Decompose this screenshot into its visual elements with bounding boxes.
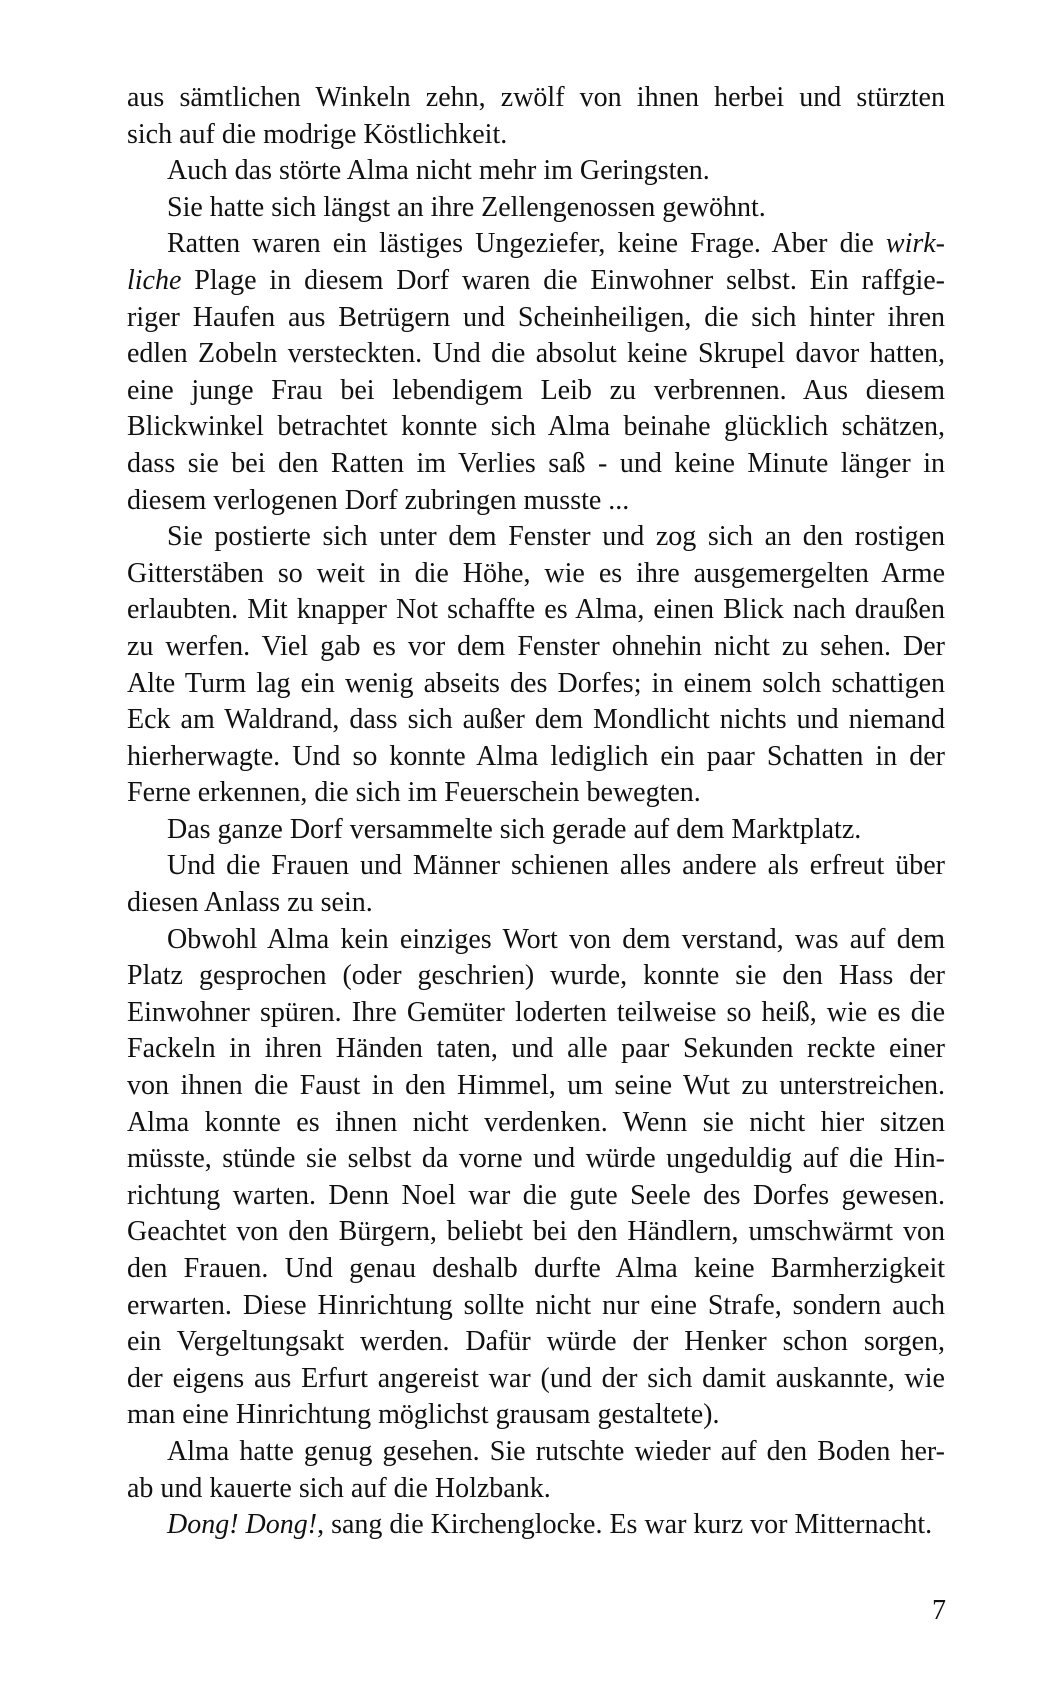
line-text: richtung warten. Denn Noel war die gute Seele des Dorfes gewesen. bbox=[127, 1179, 945, 1211]
line-text: Platz gesprochen (oder geschrien) wurde, konnte sie den Hass der bbox=[127, 960, 945, 992]
text-line bbox=[127, 300, 945, 337]
line-text: den Frauen. Und genau deshalb durfte Alma keine Barmherzigkeit bbox=[127, 1253, 945, 1284]
italic-text: Dong! Dong! bbox=[167, 1509, 318, 1541]
line-text: aus sämtlichen Winkeln zehn, zwölf von ihnen herbei und stürzten bbox=[127, 82, 945, 113]
line-text: hierherwagte. Und so konnte Alma lediglich ein paar Schatten in der bbox=[127, 740, 945, 772]
text-line bbox=[127, 775, 945, 812]
text-line bbox=[127, 995, 945, 1032]
text-line bbox=[127, 848, 945, 885]
line-text: Eck am Waldrand, dass sich außer dem Mondlicht nichts und niemand bbox=[127, 704, 945, 736]
line-text: Geachtet von den Bürgern, beliebt bei den Händlern, umschwärmt von bbox=[127, 1216, 945, 1248]
line-text: Und die Frauen und Männer schienen alles andere als erfreut über bbox=[167, 850, 945, 882]
line-text: Das ganze Dorf versammelte sich gerade auf dem Marktplatz. bbox=[167, 813, 862, 845]
line-text: edlen Zobeln versteckten. Und die absolut keine Skrupel davor hatten, bbox=[127, 338, 945, 370]
text-line bbox=[127, 556, 945, 593]
line-text: Plage in diesem Dorf waren die Einwohner selbst. Ein raffgie- bbox=[181, 264, 945, 296]
text-line bbox=[127, 702, 945, 739]
text-line bbox=[127, 1178, 945, 1215]
text-line bbox=[127, 483, 945, 520]
line-text: Sie postierte sich unter dem Fenster und zog sich an den rostigen bbox=[167, 521, 945, 553]
text-line bbox=[127, 519, 945, 556]
text-line bbox=[127, 1031, 945, 1068]
line-text: erwarten. Diese Hinrichtung sollte nicht nur eine Strafe, sondern auch bbox=[127, 1289, 945, 1321]
text-line bbox=[127, 1507, 945, 1544]
text-line bbox=[127, 190, 945, 227]
line-text: Ratten waren ein lästiges Ungeziefer, keine Frage. Aber die bbox=[167, 228, 886, 260]
text-line bbox=[127, 336, 945, 373]
text-line bbox=[127, 812, 945, 849]
text-line bbox=[127, 1324, 945, 1361]
line-text: zu werfen. Viel gab es vor dem Fenster ohnehin nicht zu sehen. Der bbox=[127, 630, 945, 662]
line-text: Fackeln in ihren Händen taten, und alle paar Sekunden reckte einer bbox=[127, 1033, 945, 1065]
text-line bbox=[127, 373, 945, 410]
line-text: , sang die Kirchenglocke. Es war kurz vor Mitternacht. bbox=[317, 1509, 933, 1541]
text-line bbox=[127, 1251, 945, 1288]
line-text: Auch das störte Alma nicht mehr im Geringsten. bbox=[167, 155, 710, 187]
page-number: 7 bbox=[932, 1595, 946, 1626]
text-line bbox=[127, 1214, 945, 1251]
page-body bbox=[127, 80, 945, 1544]
line-text: Sie hatte sich längst an ihre Zellengenossen gewöhnt. bbox=[167, 191, 766, 223]
text-line bbox=[127, 80, 945, 117]
text-line bbox=[127, 592, 945, 629]
text-line bbox=[127, 1434, 945, 1471]
line-text: Alma konnte es ihnen nicht verdenken. Wenn sie nicht hier sitzen bbox=[127, 1106, 945, 1138]
text-line bbox=[127, 117, 945, 154]
italic-text: liche bbox=[127, 264, 182, 296]
line-text: diesem verlogenen Dorf zubringen musste ... bbox=[127, 484, 630, 516]
line-text: Ferne erkennen, die sich im Feuerschein bewegten. bbox=[127, 777, 701, 809]
line-text: riger Haufen aus Betrügern und Scheinheiligen, die sich hinter ihren bbox=[127, 301, 945, 333]
line-text: eine junge Frau bei lebendigem Leib zu verbrennen. Aus diesem bbox=[127, 374, 945, 406]
line-text: müsste, stünde sie selbst da vorne und würde ungeduldig auf die Hin- bbox=[127, 1143, 945, 1175]
line-text: Gitterstäben so weit in die Höhe, wie es ihre ausgemergelten Arme bbox=[127, 557, 945, 589]
text-line bbox=[127, 1068, 945, 1105]
text-line bbox=[127, 409, 945, 446]
line-text: Einwohner spüren. Ihre Gemüter loderten teilweise so heiß, wie es die bbox=[127, 996, 945, 1028]
text-line bbox=[127, 263, 945, 300]
line-text: ab und kauerte sich auf die Holzbank. bbox=[127, 1472, 551, 1504]
text-line bbox=[127, 446, 945, 483]
text-line bbox=[127, 1105, 945, 1142]
text-line bbox=[127, 629, 945, 666]
line-text: Alma hatte genug gesehen. Sie rutschte wieder auf den Boden her- bbox=[167, 1435, 945, 1467]
line-text: erlaubten. Mit knapper Not schaffte es Alma, einen Blick nach draußen bbox=[127, 594, 945, 626]
text-line bbox=[127, 666, 945, 703]
text-line bbox=[127, 1397, 945, 1434]
text-line bbox=[127, 153, 945, 190]
line-text: sich auf die modrige Köstlichkeit. bbox=[127, 118, 508, 150]
line-text: Obwohl Alma kein einziges Wort von dem verstand, was auf dem bbox=[167, 923, 945, 955]
line-text: Blickwinkel betrachtet konnte sich Alma beinahe glücklich schätzen, bbox=[127, 411, 945, 443]
text-line bbox=[127, 739, 945, 776]
line-text: von ihnen die Faust in den Himmel, um seine Wut zu unterstreichen. bbox=[127, 1070, 945, 1102]
text-line bbox=[127, 1141, 945, 1178]
text-line bbox=[127, 226, 945, 263]
text-line bbox=[127, 1471, 945, 1508]
line-text: diesen Anlass zu sein. bbox=[127, 887, 373, 919]
text-line bbox=[127, 958, 945, 995]
line-text: man eine Hinrichtung möglichst grausam gestaltete). bbox=[127, 1399, 720, 1431]
line-text: ein Vergeltungsakt werden. Dafür würde der Henker schon sorgen, bbox=[127, 1326, 945, 1358]
line-text: der eigens aus Erfurt angereist war (und der sich damit auskannte, wie bbox=[127, 1362, 945, 1394]
text-line bbox=[127, 922, 945, 959]
italic-text: wirk- bbox=[885, 228, 945, 260]
text-line bbox=[127, 1361, 945, 1398]
line-text: dass sie bei den Ratten im Verlies saß - und keine Minute länger in bbox=[127, 447, 945, 479]
line-text: Alte Turm lag ein wenig abseits des Dorfes; in einem solch schattigen bbox=[127, 667, 945, 699]
text-line bbox=[127, 1288, 945, 1325]
text-line bbox=[127, 885, 945, 922]
